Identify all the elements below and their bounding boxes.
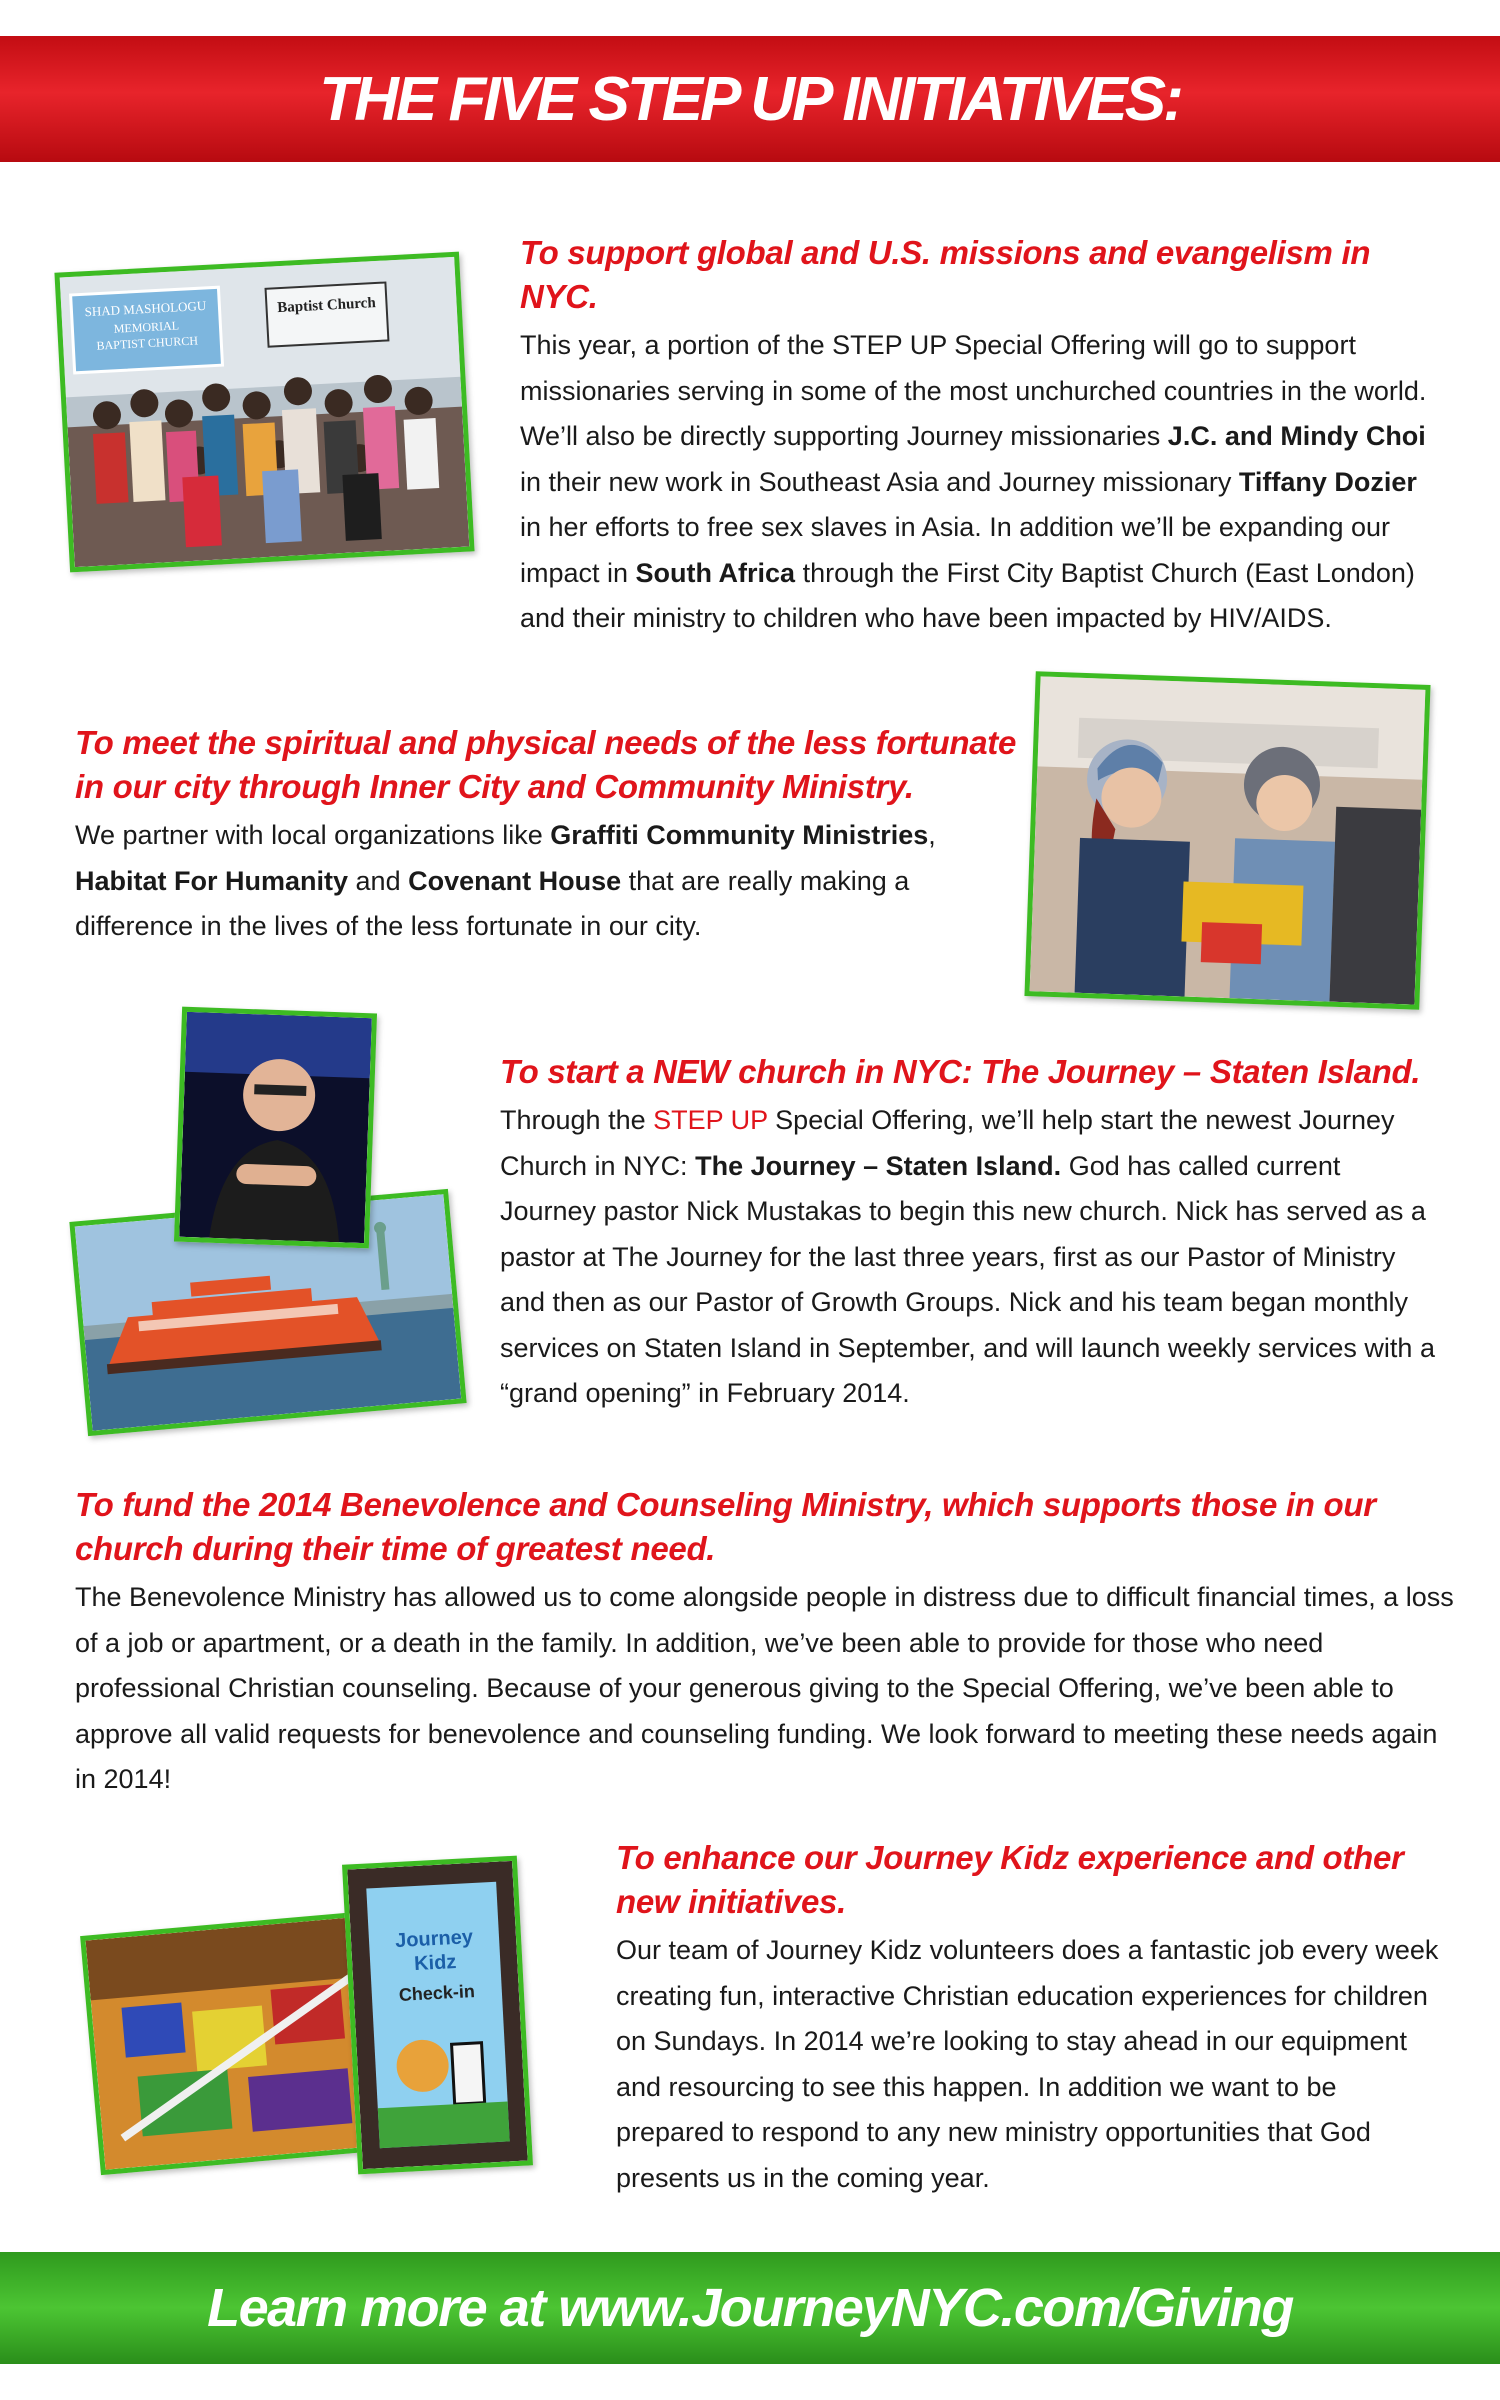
volunteers-photo [1024,671,1430,1010]
svg-text:Check-in: Check-in [398,1981,476,2005]
initiative-new-church [500,1050,1440,1417]
initiative-heading: To enhance our Journey Kidz experience and other new initiatives. [616,1839,1404,1920]
initiative-missions [520,231,1440,642]
missions-group-photo [54,252,474,573]
initiative-community [75,721,1025,950]
page-title: THE FIVE STEP UP INITIATIVES: [319,64,1181,134]
footer-banner [0,2252,1500,2364]
svg-text:Kidz: Kidz [413,1950,457,1976]
initiative-body: Our team of Journey Kidz volunteers does a fantastic job every week creating fun, interactive Christian education experiences for children on Sundays. In 2014 we’re looking to stay ahead in our equipment and resourcing to see this happen. In addition we want to be prepared to respond to any new ministry opportunities that God presents us in the coming year. [616,1935,1439,2193]
sign2-text: Baptist Church [276,295,377,317]
initiative-body: The Benevolence Ministry has allowed us to come alongside people in distress due to difficult financial times, a loss of a job or apartment, or a death in the family. In addition, we’ve been able to provide for those who need professional Christian counseling. Because of your generous giving to the Special Offering, we’ve been able to approve all valid requests for benevolence and counseling funding. We look forward to meeting these needs again in 2014! [75,1582,1454,1794]
kidz-banner-text-1: Journey [394,1926,474,1953]
initiative-kidz [616,1836,1446,2201]
svg-text:MEMORIAL: MEMORIAL [113,318,180,336]
kidz-checkin-photo [342,1856,533,2175]
initiative-body: This year, a portion of the STEP UP Special Offering will go to support missionaries serving in some of the most unchurched countries in the world. We’ll also be directly supporting Journey missionaries J.C. and Mindy Choi in their new work in Southeast Asia and Journey missionary Tiffany Dozier in her efforts to free sex slaves in Asia. In addition we’ll be expanding our impact in South Africa through the First City Baptist Church (East London) and their ministry to children who have been impacted by HIV/AIDS. [520,330,1427,633]
initiative-body: We partner with local organizations like Graffiti Community Ministries, Habitat For Humanity and Covenant House that are really making a difference in the lives of the less fortunate in our city. [75,820,936,941]
pastor-photo [174,1007,377,1249]
initiative-heading: To start a NEW church in NYC: The Journey – Staten Island. [500,1053,1421,1090]
initiative-heading: To support global and U.S. missions and evangelism in NYC. [520,234,1371,315]
svg-text:BAPTIST CHURCH: BAPTIST CHURCH [96,333,199,353]
initiative-heading: To meet the spiritual and physical needs of the less fortunate in our city through Inner City and Community Ministry. [75,724,1017,805]
footer-link-text[interactable]: Learn more at www.JourneyNYC.com/Giving [207,2278,1293,2338]
initiative-body: Through the STEP UP Special Offering, we’ll help start the newest Journey Church in NYC: The Journey – Staten Island. God has called current Journey pastor Nick Mustakas to begin this new church. Nick has served as a pastor at The Journey for the last three years, first as our Pastor of Ministry and then as our Pastor of Growth Groups. Nick and his team began monthly services on Staten Island in September, and will launch weekly services with a “grand opening” in February 2014. [500,1105,1435,1408]
classroom-photo [80,1911,390,2175]
initiative-benevolence [75,1483,1455,1803]
sign1-text-line1: SHAD MASHOLOGU [84,297,207,320]
title-banner [0,36,1500,162]
initiative-heading: To fund the 2014 Benevolence and Counseling Ministry, which supports those in our church during their time of greatest need. [75,1486,1376,1567]
